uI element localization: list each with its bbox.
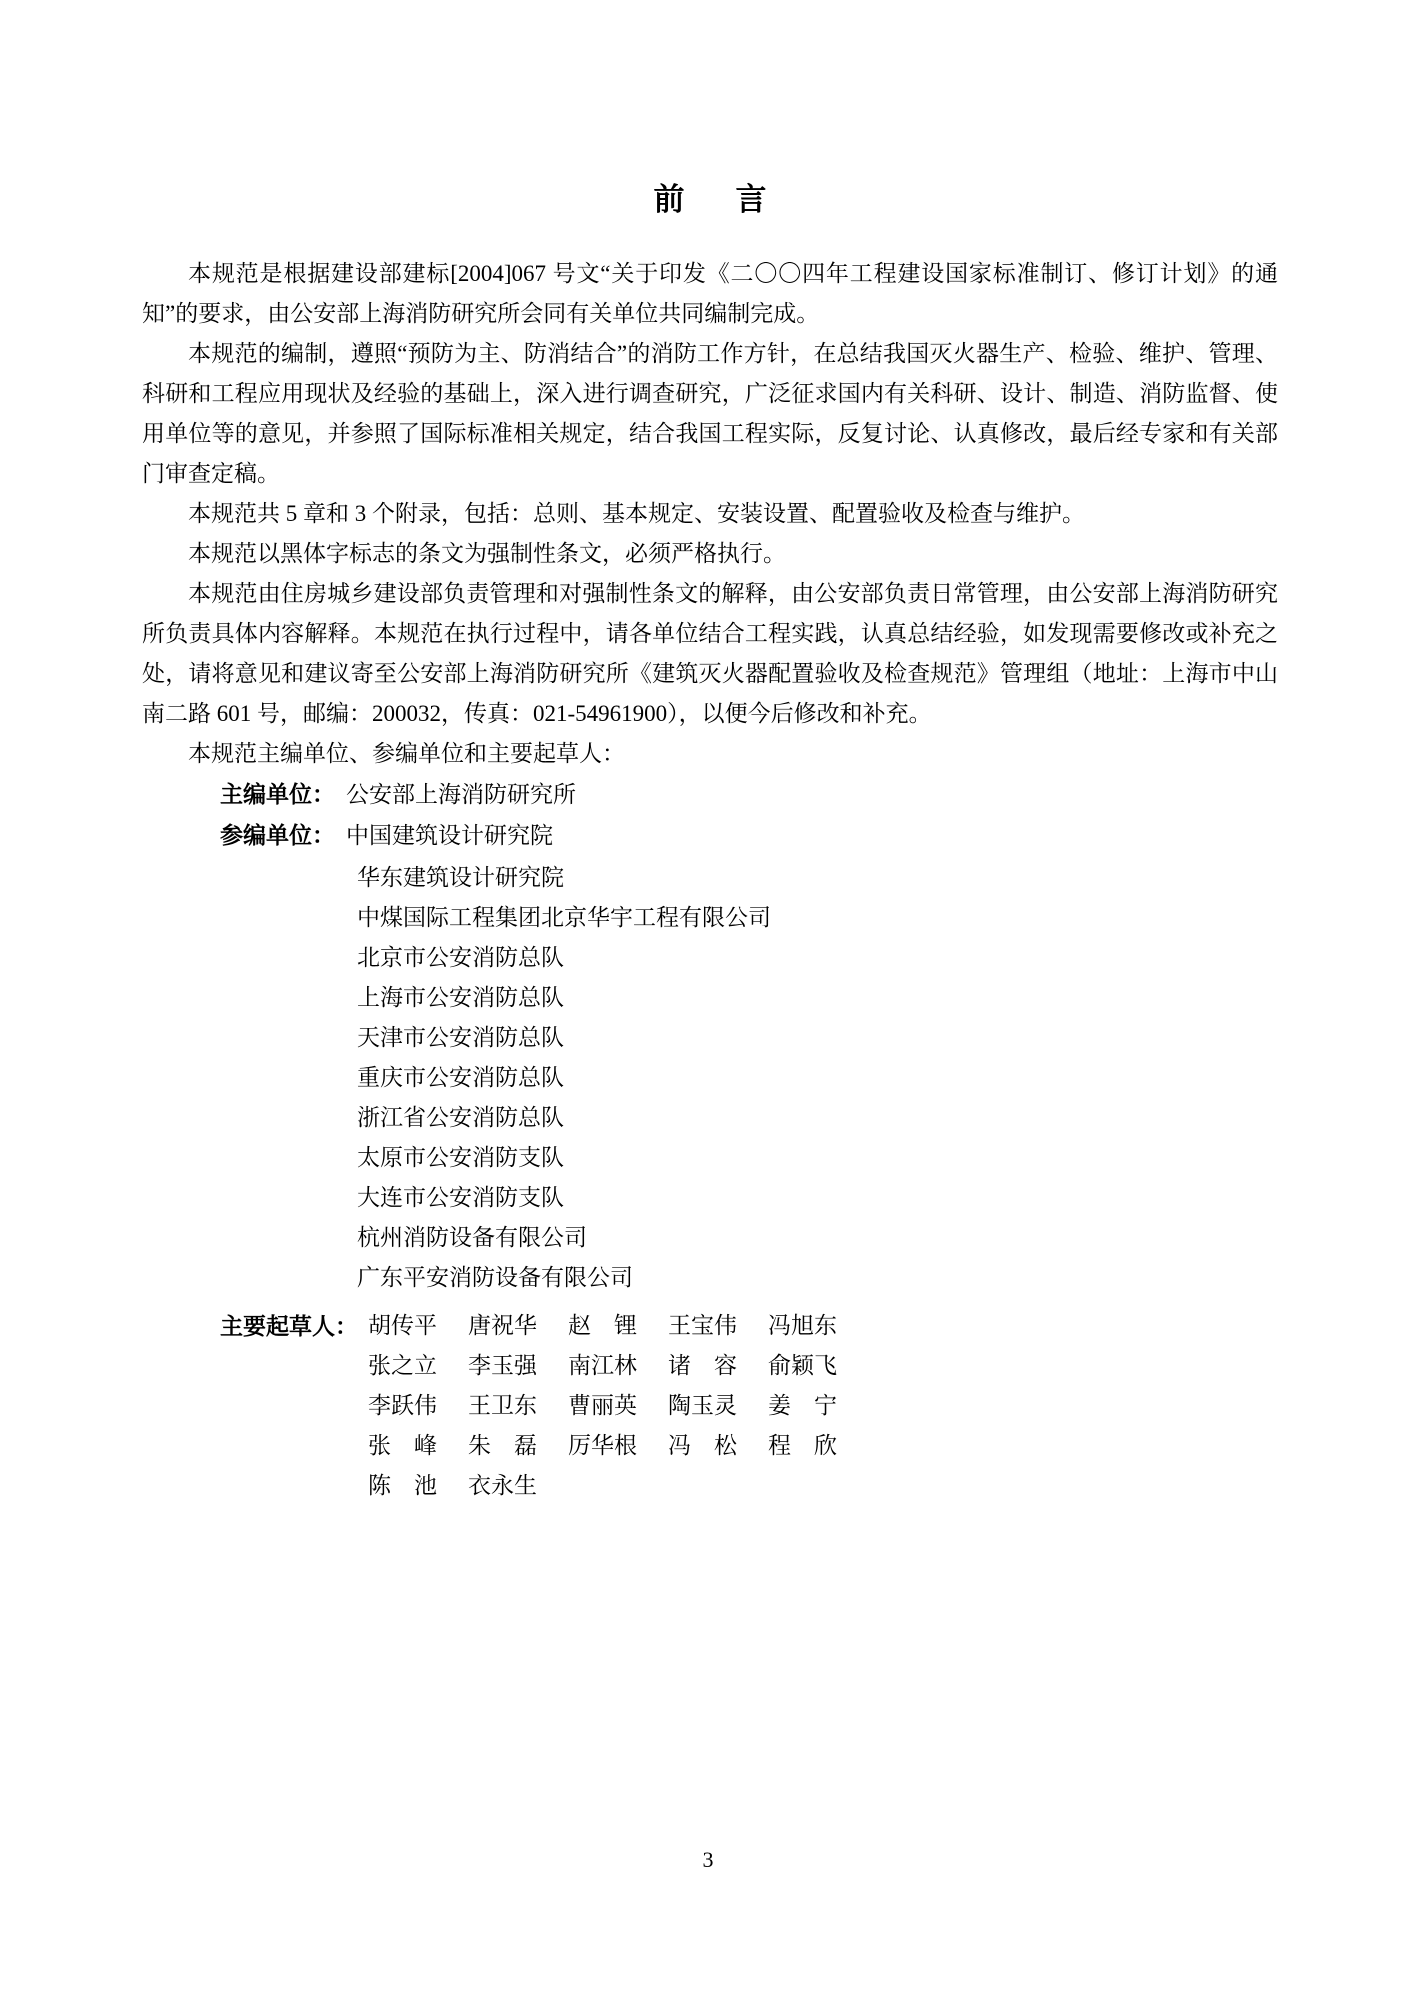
participant-unit-item: 重庆市公安消防总队 — [357, 1065, 564, 1090]
paragraph: 本规范共 5 章和 3 个附录，包括：总则、基本规定、安装设置、配置验收及检查与维护。 — [188, 501, 1085, 526]
paragraph: 本规范是根据建设部建标[2004]067 号文“关于印发《二〇〇四年工程建设国家标准制订、修订计划》的通知”的要求，由公安部上海消防研究所会同有关单位共同编制完成。 — [142, 261, 1278, 326]
drafter-name: 胡传平 — [368, 1313, 437, 1338]
drafter-name: 厉华根 — [568, 1433, 637, 1458]
drafter-name: 张之立 — [368, 1353, 437, 1378]
participant-unit-item: 大连市公安消防支队 — [357, 1185, 564, 1210]
drafter-name: 朱 磊 — [468, 1433, 537, 1458]
drafter-name-row — [368, 1426, 1278, 1466]
drafter-name: 冯旭东 — [768, 1313, 837, 1338]
drafter-name: 曹丽英 — [568, 1393, 637, 1418]
participant-unit-item: 中煤国际工程集团北京华宇工程有限公司 — [357, 905, 771, 930]
drafter-name-row — [368, 1386, 1278, 1426]
drafter-name: 李玉强 — [468, 1353, 537, 1378]
drafter-name-rows — [368, 1306, 1278, 1506]
drafter-name: 唐祝华 — [468, 1313, 537, 1338]
paragraph: 本规范的编制，遵照“预防为主、防消结合”的消防工作方针，在总结我国灭火器生产、检验、维护、管理、科研和工程应用现状及经验的基础上，深入进行调查研究，广泛征求国内有关科研、设计、制造、消防监督、使用单位等的意见，并参照了国际标准相关规定，结合我国工程实际，反复讨论、认真修改，最后经专家和有关部门审查定稿。 — [142, 341, 1278, 486]
drafter-name: 王卫东 — [468, 1393, 537, 1418]
drafter-name-row — [368, 1346, 1278, 1386]
participant-unit-item: 太原市公安消防支队 — [357, 1145, 564, 1170]
drafter-name: 赵 锂 — [568, 1313, 637, 1338]
drafter-name: 李跃伟 — [368, 1393, 437, 1418]
participant-units-list — [142, 858, 1278, 1298]
drafters-label: 主要起草人： — [220, 1313, 358, 1339]
drafter-name: 程 欣 — [768, 1433, 837, 1458]
participant-unit-item: 广东平安消防设备有限公司 — [357, 1265, 633, 1290]
paragraph: 本规范以黑体字标志的条文为强制性条文，必须严格执行。 — [188, 541, 786, 566]
participant-editor-first-unit: 中国建筑设计研究院 — [346, 823, 553, 848]
participant-unit-item: 杭州消防设备有限公司 — [357, 1225, 587, 1250]
participant-unit-item: 上海市公安消防总队 — [357, 985, 564, 1010]
drafter-name: 诸 容 — [668, 1353, 737, 1378]
document-page — [142, 0, 1278, 1506]
foreword-paragraphs — [142, 254, 1278, 774]
participant-unit-item: 浙江省公安消防总队 — [357, 1105, 564, 1130]
drafter-name: 陶玉灵 — [668, 1393, 737, 1418]
drafter-name: 王宝伟 — [668, 1313, 737, 1338]
drafter-name: 俞颖飞 — [768, 1353, 837, 1378]
page-number: 3 — [702, 1847, 714, 1872]
participant-editor-label: 参编单位： — [220, 822, 335, 848]
drafter-name: 衣永生 — [468, 1473, 537, 1498]
chief-editor-unit: 公安部上海消防研究所 — [346, 782, 576, 807]
drafter-name: 冯 松 — [668, 1433, 737, 1458]
participant-unit-item: 北京市公安消防总队 — [357, 945, 564, 970]
paragraph: 本规范由住房城乡建设部负责管理和对强制性条文的解释，由公安部负责日常管理，由公安部上海消防研究所负责具体内容解释。本规范在执行过程中，请各单位结合工程实践，认真总结经验，如发现需要修改或补充之处，请将意见和建议寄至公安部上海消防研究所《建筑灭火器配置验收及检查规范》管理组（地址：上海市中山南二路 601 号，邮编：200032，传真：021-54961900），以便今后修改和补充。 — [142, 581, 1278, 726]
participant-unit-item: 天津市公安消防总队 — [357, 1025, 564, 1050]
participant-unit-item: 华东建筑设计研究院 — [357, 865, 564, 890]
drafter-name: 张 峰 — [368, 1433, 437, 1458]
drafters-section — [220, 1306, 1278, 1506]
drafter-name: 南江林 — [568, 1353, 637, 1378]
drafter-name-row — [368, 1466, 1278, 1506]
editors-section — [142, 774, 1278, 1506]
chief-editor-label: 主编单位： — [220, 781, 335, 807]
paragraph: 本规范主编单位、参编单位和主要起草人： — [188, 741, 625, 766]
page-title: 前 言 — [653, 182, 777, 217]
chief-editor-row — [220, 774, 1278, 815]
drafter-name-row — [368, 1306, 1278, 1346]
drafter-name: 陈 池 — [368, 1473, 437, 1498]
participant-editor-row — [220, 815, 1278, 856]
drafter-name: 姜 宁 — [768, 1393, 837, 1418]
